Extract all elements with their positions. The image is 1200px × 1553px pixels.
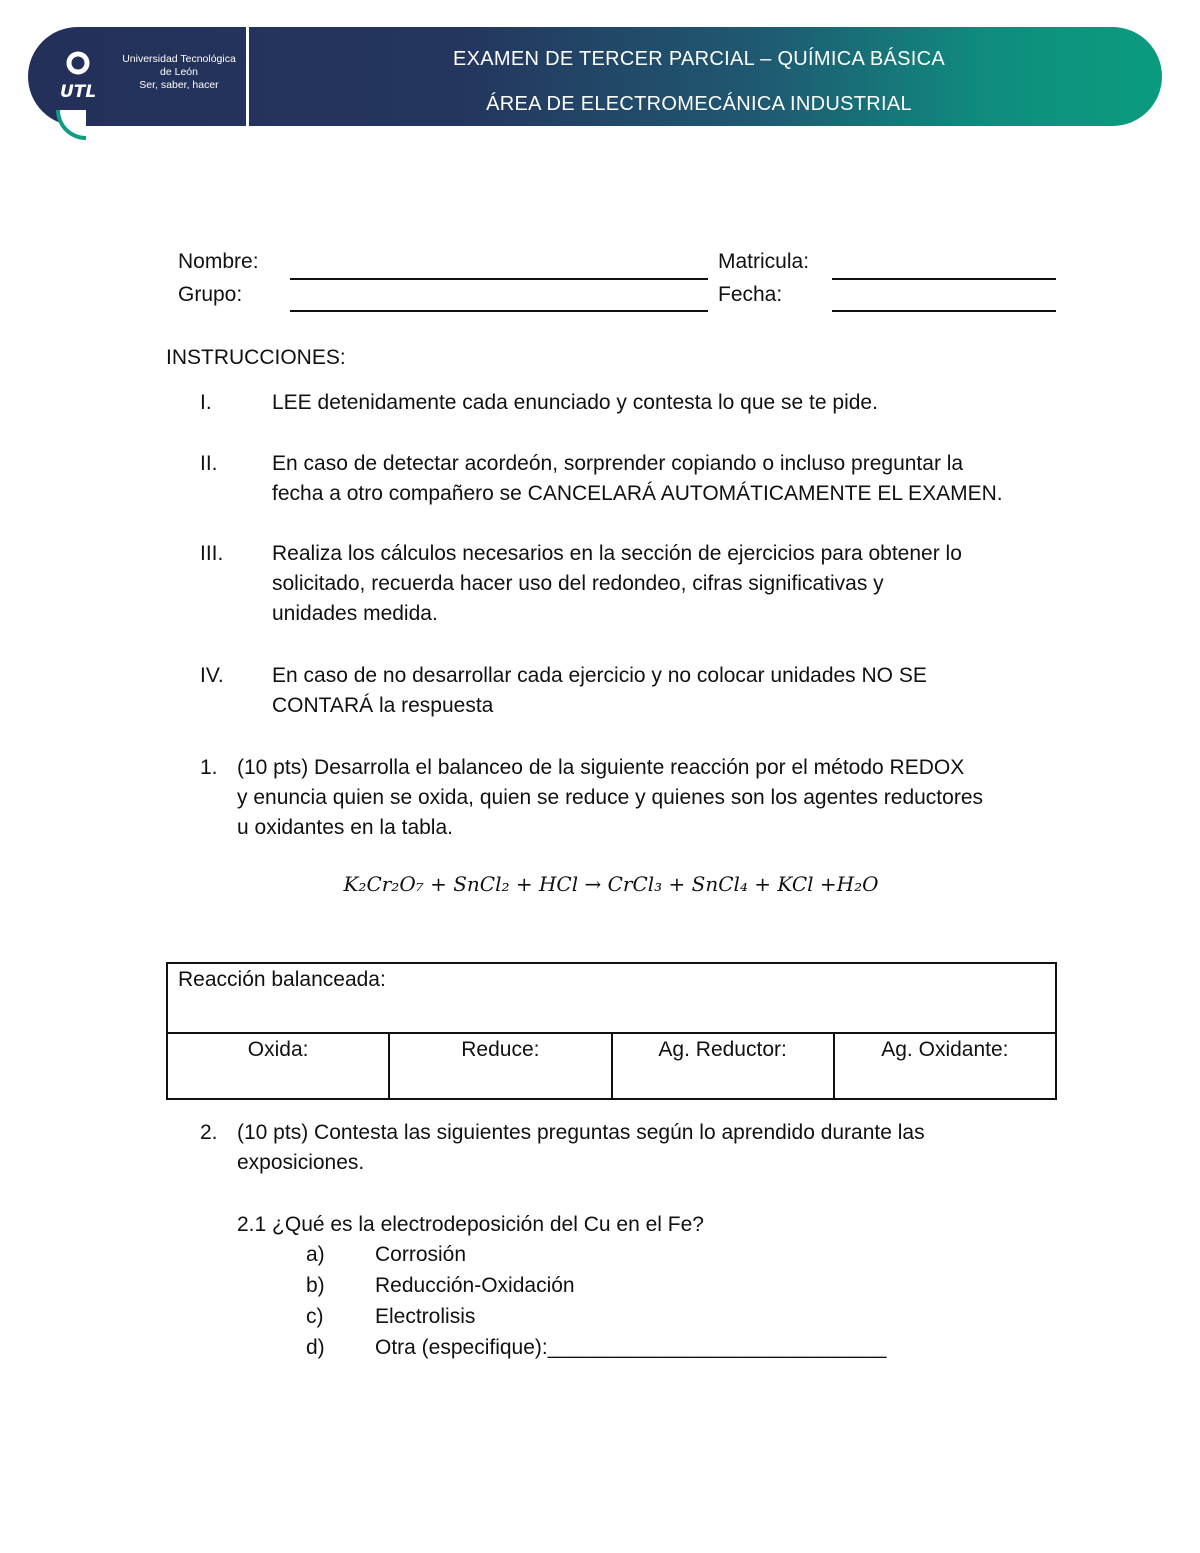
instruction-text: En caso de no desarrollar cada ejercicio y no colocar unidades NO SE CONTARÁ la respuesta: [272, 664, 927, 717]
option-d[interactable]: Otra (especifique):_____________________________: [375, 1336, 887, 1359]
fecha-line[interactable]: [832, 310, 1056, 312]
instruction-number: III.: [200, 542, 224, 565]
instruction-number: I.: [200, 391, 212, 414]
exam-subtitle: ÁREA DE ELECTROMECÁNICA INDUSTRIAL: [486, 93, 912, 115]
svg-text:UTL: UTL: [60, 82, 97, 102]
agente-oxidante-cell[interactable]: Ag. Oxidante:: [834, 1033, 1056, 1099]
option-a[interactable]: Corrosión: [375, 1243, 467, 1266]
exam-title: EXAMEN DE TERCER PARCIAL – QUÍMICA BÁSICA: [452, 48, 946, 70]
instructions-heading: INSTRUCCIONES:: [166, 346, 346, 369]
option-letter: d): [306, 1336, 325, 1359]
matricula-line[interactable]: [832, 278, 1056, 280]
grupo-line[interactable]: [290, 310, 708, 312]
agente-reductor-cell[interactable]: Ag. Reductor:: [612, 1033, 834, 1099]
question-1-text: (10 pts) Desarrolla el balanceo de la siguiente reacción por el método REDOX y enuncia quien se oxida, quien se reduce y quienes son los agentes reductores u oxidantes en la tabla.: [237, 756, 983, 839]
fecha-label: Fecha:: [718, 283, 783, 306]
oxida-cell[interactable]: Oxida:: [167, 1033, 389, 1099]
balanced-reaction-label: Reacción balanceada:: [178, 968, 386, 991]
university-logo: [58, 45, 248, 109]
question-2-text: (10 pts) Contesta las siguientes preguntas según lo aprendido durante las exposiciones.: [237, 1121, 925, 1174]
sub-question-2-1: 2.1 ¿Qué es la electrodeposición del Cu en el Fe?: [237, 1213, 704, 1236]
option-letter: c): [306, 1305, 324, 1328]
university-name: Universidad Tecnológica de León Ser, saber, hacer: [122, 53, 236, 91]
instruction-text: Realiza los cálculos necesarios en la sección de ejercicios para obtener lo solicitado, recuerda hacer uso del redondeo, cifras significativas y unidades medida.: [272, 542, 962, 625]
instruction-number: IV.: [200, 664, 224, 687]
answer-table: [166, 962, 1057, 1100]
reduce-cell[interactable]: Reduce:: [389, 1033, 611, 1099]
balanced-reaction-cell[interactable]: [167, 963, 1056, 1033]
option-letter: b): [306, 1274, 325, 1297]
nombre-line[interactable]: [290, 278, 708, 280]
header-banner: [28, 27, 1162, 126]
utl-logo-icon: [58, 49, 106, 105]
instruction-text: En caso de detectar acordeón, sorprender copiando o incluso preguntar la fecha a otro compañero se CANCELARÁ AUTOMÁTICAMENTE EL EXAMEN.: [272, 452, 1003, 505]
option-b[interactable]: Reducción-Oxidación: [375, 1274, 575, 1297]
instruction-number: II.: [200, 452, 218, 475]
grupo-label: Grupo:: [178, 283, 243, 306]
question-number: 2.: [200, 1121, 218, 1144]
matricula-label: Matricula:: [718, 250, 810, 273]
question-number: 1.: [200, 756, 218, 779]
nombre-label: Nombre:: [178, 250, 259, 273]
option-letter: a): [306, 1243, 325, 1266]
option-c[interactable]: Electrolisis: [375, 1305, 476, 1328]
instruction-text: LEE detenidamente cada enunciado y contesta lo que se te pide.: [272, 391, 878, 414]
chemical-equation: K₂Cr₂O₇ + SnCl₂ + HCl → CrCl₃ + SnCl₄ + KCl +H₂O: [343, 872, 879, 896]
